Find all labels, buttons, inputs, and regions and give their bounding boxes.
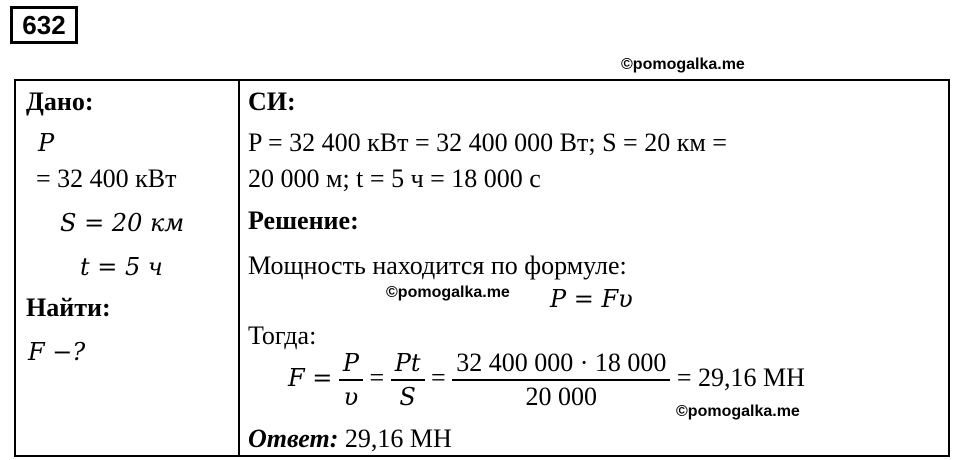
- fraction-3-denominator: 20 000: [452, 379, 670, 413]
- given-power-var: P: [38, 129, 55, 157]
- fraction-1-denominator: υ: [339, 379, 363, 413]
- watermark-2: ©pomogalka.me: [386, 284, 510, 301]
- solution-heading: Решение:: [248, 206, 359, 235]
- find-heading: Найти:: [26, 293, 111, 322]
- equals-sign-1: =: [369, 362, 385, 392]
- column-divider: [238, 81, 240, 455]
- answer-value: 29,16 МН: [344, 424, 452, 453]
- given-power-value: = 32 400 кВт: [36, 164, 177, 193]
- equation-result: = 29,16 МН: [676, 362, 805, 392]
- power-formula: P = Fυ: [550, 285, 633, 313]
- fraction-p-over-v: [339, 347, 363, 413]
- fraction-1-numerator: P: [342, 349, 360, 377]
- given-heading: Дано:: [26, 87, 94, 116]
- watermark: ©pomogalka.me: [621, 56, 745, 73]
- fraction-numeric: [452, 347, 670, 413]
- answer-line: [248, 424, 452, 454]
- then-label: Тогда:: [248, 321, 317, 350]
- solution-table: [14, 79, 950, 457]
- fraction-2-denominator: S: [391, 379, 425, 413]
- si-line-2: 20 000 м; t = 5 ч = 18 000 с: [248, 164, 541, 193]
- given-time: t = 5 ч: [80, 253, 163, 281]
- fraction-2-numerator: Pt: [394, 349, 421, 377]
- watermark-3: ©pomogalka.me: [676, 403, 800, 420]
- solution-intro: Мощность находится по формуле:: [248, 251, 627, 280]
- find-value: F −?: [28, 338, 86, 366]
- answer-label: Ответ:: [248, 424, 339, 453]
- equals-sign-2: =: [431, 362, 446, 392]
- fraction-3-numerator: 32 400 000 · 18 000: [456, 348, 667, 377]
- given-distance: S = 20 км: [60, 209, 185, 237]
- si-heading: СИ:: [248, 87, 296, 116]
- equation-lhs: F =: [288, 363, 333, 392]
- fraction-pt-over-s: [391, 347, 425, 413]
- problem-number: 632: [10, 6, 78, 44]
- si-line-1: P = 32 400 кВт = 32 400 000 Вт; S = 20 км =: [248, 128, 727, 157]
